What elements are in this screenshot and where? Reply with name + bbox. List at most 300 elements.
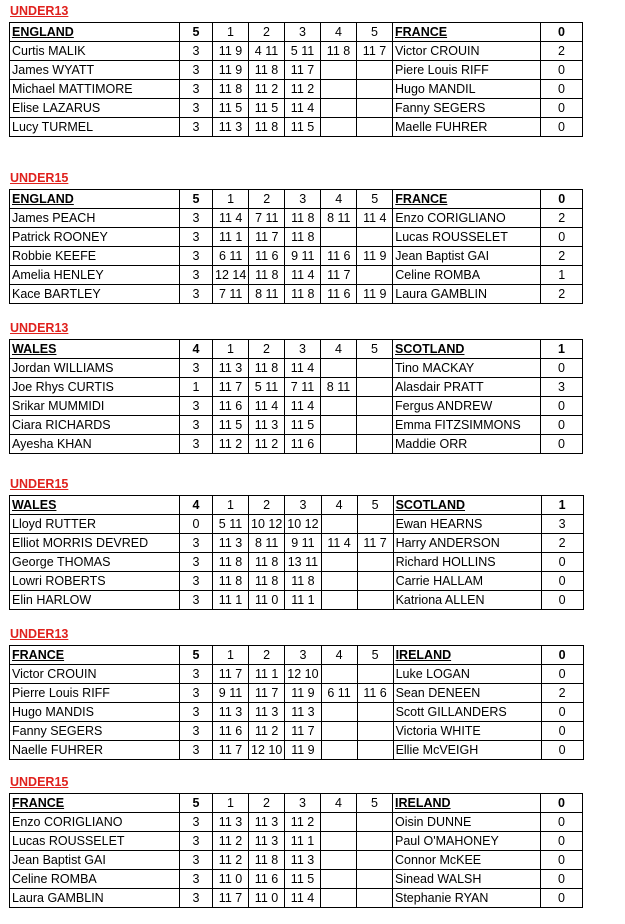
game-number-header: 5 bbox=[357, 23, 393, 42]
away-player-games-won: 0 bbox=[541, 61, 583, 80]
home-player-name: James WYATT bbox=[10, 61, 180, 80]
game-score: 10 12 bbox=[249, 515, 285, 534]
game-score: 11 5 bbox=[249, 99, 285, 118]
game-score bbox=[321, 870, 357, 889]
game-score: 13 11 bbox=[285, 553, 321, 572]
away-player-games-won: 1 bbox=[541, 266, 583, 285]
match-header-row bbox=[10, 794, 583, 813]
match-row bbox=[10, 118, 583, 137]
game-score: 11 8 bbox=[321, 42, 357, 61]
away-player-name: Alasdair PRATT bbox=[393, 378, 541, 397]
game-score: 11 6 bbox=[213, 722, 249, 741]
away-player-name: Oisin DUNNE bbox=[393, 813, 541, 832]
game-score: 7 11 bbox=[249, 209, 285, 228]
game-score bbox=[321, 591, 357, 610]
home-player-name: Srikar MUMMIDI bbox=[10, 397, 180, 416]
game-score: 11 4 bbox=[285, 99, 321, 118]
home-team-name: ENGLAND bbox=[10, 23, 180, 42]
match-row bbox=[10, 591, 584, 610]
away-player-name: Fanny SEGERS bbox=[393, 99, 541, 118]
home-player-games-won: 3 bbox=[180, 684, 213, 703]
game-score: 11 4 bbox=[357, 209, 393, 228]
match-row bbox=[10, 813, 583, 832]
home-player-games-won: 3 bbox=[180, 416, 213, 435]
away-player-name: Sean DENEEN bbox=[393, 684, 541, 703]
away-player-games-won: 0 bbox=[541, 870, 583, 889]
home-player-name: Curtis MALIK bbox=[10, 42, 180, 61]
home-player-name: Elliot MORRIS DEVRED bbox=[10, 534, 180, 553]
away-player-games-won: 3 bbox=[541, 515, 583, 534]
game-score: 11 1 bbox=[285, 591, 321, 610]
game-score: 11 0 bbox=[249, 889, 285, 908]
home-player-name: Victor CROUIN bbox=[10, 665, 180, 684]
away-player-name: Hugo MANDIL bbox=[393, 80, 541, 99]
away-player-name: Emma FITZSIMMONS bbox=[393, 416, 541, 435]
match-row bbox=[10, 553, 584, 572]
game-score: 7 11 bbox=[213, 285, 249, 304]
away-player-games-won: 2 bbox=[541, 247, 583, 266]
game-score bbox=[321, 851, 357, 870]
game-score: 11 3 bbox=[213, 534, 249, 553]
away-player-games-won: 0 bbox=[541, 832, 583, 851]
match-row bbox=[10, 42, 583, 61]
game-score: 11 6 bbox=[213, 397, 249, 416]
match-table bbox=[9, 645, 584, 760]
away-team-name: SCOTLAND bbox=[393, 340, 541, 359]
away-player-games-won: 2 bbox=[541, 684, 583, 703]
home-player-games-won: 3 bbox=[180, 228, 213, 247]
away-player-name: Fergus ANDREW bbox=[393, 397, 541, 416]
match-table bbox=[9, 495, 584, 610]
home-player-name: Fanny SEGERS bbox=[10, 722, 180, 741]
away-player-name: Enzo CORIGLIANO bbox=[393, 209, 541, 228]
away-player-name: Maelle FUHRER bbox=[393, 118, 541, 137]
home-player-games-won: 3 bbox=[180, 889, 213, 908]
game-score bbox=[357, 870, 393, 889]
game-score: 11 4 bbox=[321, 534, 357, 553]
away-player-name: Jean Baptist GAI bbox=[393, 247, 541, 266]
game-score: 11 9 bbox=[357, 247, 393, 266]
game-score bbox=[357, 665, 393, 684]
age-group-title: UNDER13 bbox=[10, 4, 69, 18]
away-player-games-won: 0 bbox=[541, 741, 583, 760]
game-score bbox=[357, 851, 393, 870]
game-score: 11 1 bbox=[249, 665, 285, 684]
game-score bbox=[357, 703, 393, 722]
game-score: 11 3 bbox=[285, 851, 321, 870]
game-score: 5 11 bbox=[213, 515, 249, 534]
away-player-name: Carrie HALLAM bbox=[393, 572, 541, 591]
match-header-row bbox=[10, 646, 584, 665]
away-player-name: Victoria WHITE bbox=[393, 722, 541, 741]
match-row bbox=[10, 665, 584, 684]
game-score bbox=[321, 889, 357, 908]
away-player-games-won: 0 bbox=[541, 572, 583, 591]
game-score: 11 3 bbox=[249, 832, 285, 851]
game-score bbox=[357, 722, 393, 741]
away-player-name: Victor CROUIN bbox=[393, 42, 541, 61]
game-score bbox=[321, 397, 357, 416]
game-score bbox=[357, 378, 393, 397]
match-row bbox=[10, 228, 583, 247]
game-number-header: 2 bbox=[249, 646, 285, 665]
game-score bbox=[357, 359, 393, 378]
game-score bbox=[321, 665, 357, 684]
home-player-name: Robbie KEEFE bbox=[10, 247, 180, 266]
age-group-title: UNDER13 bbox=[10, 321, 69, 335]
game-score bbox=[357, 99, 393, 118]
away-team-score: 1 bbox=[541, 340, 583, 359]
away-player-name: Scott GILLANDERS bbox=[393, 703, 541, 722]
game-number-header: 3 bbox=[285, 340, 321, 359]
home-player-name: Lowri ROBERTS bbox=[10, 572, 180, 591]
game-number-header: 3 bbox=[285, 646, 321, 665]
game-score: 11 1 bbox=[213, 591, 249, 610]
game-score: 11 2 bbox=[249, 80, 285, 99]
game-score: 11 9 bbox=[285, 684, 321, 703]
match-row bbox=[10, 359, 583, 378]
home-player-name: Amelia HENLEY bbox=[10, 266, 180, 285]
game-score bbox=[321, 832, 357, 851]
game-score bbox=[321, 416, 357, 435]
game-score: 11 5 bbox=[285, 118, 321, 137]
game-score: 11 6 bbox=[285, 435, 321, 454]
home-player-name: Elise LAZARUS bbox=[10, 99, 180, 118]
game-score: 8 11 bbox=[321, 378, 357, 397]
game-score: 11 3 bbox=[249, 813, 285, 832]
game-score: 11 4 bbox=[249, 397, 285, 416]
away-team-score: 0 bbox=[541, 646, 583, 665]
home-player-name: Enzo CORIGLIANO bbox=[10, 813, 180, 832]
game-score: 11 6 bbox=[321, 285, 357, 304]
away-player-games-won: 0 bbox=[541, 722, 583, 741]
game-score: 9 11 bbox=[285, 534, 321, 553]
match-header-row bbox=[10, 340, 583, 359]
game-score: 11 8 bbox=[213, 80, 249, 99]
game-score: 11 2 bbox=[285, 80, 321, 99]
home-team-name: WALES bbox=[10, 496, 180, 515]
home-player-games-won: 3 bbox=[180, 209, 213, 228]
away-team-name: IRELAND bbox=[393, 646, 541, 665]
game-score bbox=[321, 741, 357, 760]
age-group-title: UNDER15 bbox=[10, 477, 69, 491]
game-score: 11 7 bbox=[213, 741, 249, 760]
home-player-games-won: 3 bbox=[180, 665, 213, 684]
away-player-games-won: 0 bbox=[541, 435, 583, 454]
game-score: 11 7 bbox=[357, 534, 393, 553]
game-score: 11 8 bbox=[249, 266, 285, 285]
away-player-games-won: 0 bbox=[541, 665, 583, 684]
away-team-score: 0 bbox=[541, 794, 583, 813]
home-player-games-won: 3 bbox=[180, 813, 213, 832]
game-score bbox=[357, 832, 393, 851]
game-score bbox=[321, 61, 357, 80]
game-score: 11 7 bbox=[213, 889, 249, 908]
home-team-name: ENGLAND bbox=[10, 190, 180, 209]
game-score bbox=[321, 553, 357, 572]
game-score: 11 7 bbox=[249, 228, 285, 247]
game-score: 11 5 bbox=[213, 99, 249, 118]
game-score: 11 7 bbox=[285, 722, 321, 741]
home-player-games-won: 0 bbox=[180, 515, 213, 534]
game-score: 11 7 bbox=[213, 665, 249, 684]
away-player-name: Stephanie RYAN bbox=[393, 889, 541, 908]
match-table bbox=[9, 339, 583, 454]
game-score: 11 2 bbox=[249, 435, 285, 454]
game-score: 11 9 bbox=[213, 42, 249, 61]
game-score: 11 9 bbox=[213, 61, 249, 80]
match-row bbox=[10, 722, 584, 741]
home-player-name: Pierre Louis RIFF bbox=[10, 684, 180, 703]
home-player-name: Ayesha KHAN bbox=[10, 435, 180, 454]
match-row bbox=[10, 741, 584, 760]
home-player-name: Joe Rhys CURTIS bbox=[10, 378, 180, 397]
game-number-header: 1 bbox=[213, 794, 249, 813]
game-score bbox=[357, 741, 393, 760]
game-score bbox=[357, 553, 393, 572]
game-score: 11 3 bbox=[285, 703, 321, 722]
home-player-games-won: 3 bbox=[180, 553, 213, 572]
game-score: 11 7 bbox=[357, 42, 393, 61]
away-player-games-won: 0 bbox=[541, 591, 583, 610]
game-number-header: 4 bbox=[321, 794, 357, 813]
home-player-name: Michael MATTIMORE bbox=[10, 80, 180, 99]
away-player-games-won: 0 bbox=[541, 703, 583, 722]
home-player-games-won: 3 bbox=[180, 99, 213, 118]
game-score: 11 1 bbox=[285, 832, 321, 851]
game-number-header: 2 bbox=[249, 340, 285, 359]
game-score: 11 6 bbox=[249, 247, 285, 266]
game-score bbox=[357, 572, 393, 591]
home-player-games-won: 3 bbox=[180, 61, 213, 80]
match-row bbox=[10, 247, 583, 266]
game-number-header: 4 bbox=[321, 340, 357, 359]
home-player-name: James PEACH bbox=[10, 209, 180, 228]
away-team-score: 1 bbox=[541, 496, 583, 515]
match-row bbox=[10, 534, 584, 553]
match-row bbox=[10, 378, 583, 397]
game-score bbox=[357, 813, 393, 832]
game-score: 10 12 bbox=[285, 515, 321, 534]
home-player-games-won: 3 bbox=[180, 397, 213, 416]
home-player-games-won: 3 bbox=[180, 832, 213, 851]
game-score: 11 8 bbox=[285, 572, 321, 591]
game-score bbox=[357, 515, 393, 534]
away-team-score: 0 bbox=[541, 190, 583, 209]
home-player-name: Lucas ROUSSELET bbox=[10, 832, 180, 851]
away-player-name: Laura GAMBLIN bbox=[393, 285, 541, 304]
home-player-games-won: 3 bbox=[180, 247, 213, 266]
home-player-name: Elin HARLOW bbox=[10, 591, 180, 610]
away-player-name: Tino MACKAY bbox=[393, 359, 541, 378]
home-player-games-won: 3 bbox=[180, 870, 213, 889]
away-player-games-won: 2 bbox=[541, 42, 583, 61]
home-team-score: 4 bbox=[180, 496, 213, 515]
home-team-score: 4 bbox=[180, 340, 213, 359]
game-score: 11 2 bbox=[249, 722, 285, 741]
away-team-name: SCOTLAND bbox=[393, 496, 541, 515]
home-player-games-won: 1 bbox=[180, 378, 213, 397]
match-row bbox=[10, 851, 583, 870]
game-number-header: 5 bbox=[357, 496, 393, 515]
match-row bbox=[10, 397, 583, 416]
game-score bbox=[321, 515, 357, 534]
away-player-games-won: 0 bbox=[541, 99, 583, 118]
game-score bbox=[357, 228, 393, 247]
game-score bbox=[321, 572, 357, 591]
age-group-title: UNDER15 bbox=[10, 775, 69, 789]
match-row bbox=[10, 99, 583, 118]
away-player-name: Katriona ALLEN bbox=[393, 591, 541, 610]
game-number-header: 5 bbox=[357, 794, 393, 813]
away-player-games-won: 0 bbox=[541, 359, 583, 378]
game-score: 11 9 bbox=[285, 741, 321, 760]
home-player-games-won: 3 bbox=[180, 435, 213, 454]
game-score bbox=[357, 118, 393, 137]
away-player-name: Paul O'MAHONEY bbox=[393, 832, 541, 851]
game-score: 11 3 bbox=[249, 703, 285, 722]
game-score: 5 11 bbox=[285, 42, 321, 61]
away-player-games-won: 2 bbox=[541, 209, 583, 228]
game-score bbox=[321, 435, 357, 454]
game-score: 12 10 bbox=[249, 741, 285, 760]
home-team-score: 5 bbox=[180, 190, 213, 209]
home-player-games-won: 3 bbox=[180, 266, 213, 285]
away-player-name: Harry ANDERSON bbox=[393, 534, 541, 553]
away-player-games-won: 0 bbox=[541, 813, 583, 832]
game-score bbox=[321, 813, 357, 832]
game-score: 4 11 bbox=[249, 42, 285, 61]
game-number-header: 2 bbox=[249, 496, 285, 515]
game-number-header: 4 bbox=[321, 190, 357, 209]
game-score bbox=[357, 61, 393, 80]
game-score: 11 3 bbox=[213, 813, 249, 832]
game-score: 11 4 bbox=[285, 397, 321, 416]
game-score bbox=[321, 80, 357, 99]
game-score: 6 11 bbox=[213, 247, 249, 266]
game-score bbox=[321, 722, 357, 741]
match-row bbox=[10, 266, 583, 285]
game-number-header: 4 bbox=[321, 23, 357, 42]
game-score: 11 5 bbox=[285, 416, 321, 435]
game-score: 11 4 bbox=[285, 889, 321, 908]
away-player-name: Luke LOGAN bbox=[393, 665, 541, 684]
match-header-row bbox=[10, 496, 584, 515]
game-score: 11 6 bbox=[249, 870, 285, 889]
game-score bbox=[321, 359, 357, 378]
game-score: 11 8 bbox=[285, 228, 321, 247]
game-number-header: 1 bbox=[213, 190, 249, 209]
away-player-name: Sinead WALSH bbox=[393, 870, 541, 889]
game-score: 11 3 bbox=[213, 359, 249, 378]
match-row bbox=[10, 515, 584, 534]
game-number-header: 3 bbox=[285, 23, 321, 42]
game-score: 11 7 bbox=[285, 61, 321, 80]
game-score: 11 8 bbox=[249, 553, 285, 572]
game-score: 7 11 bbox=[285, 378, 321, 397]
game-score: 11 4 bbox=[285, 266, 321, 285]
away-player-games-won: 0 bbox=[541, 80, 583, 99]
game-number-header: 3 bbox=[285, 794, 321, 813]
match-row bbox=[10, 870, 583, 889]
away-player-name: Ellie McVEIGH bbox=[393, 741, 541, 760]
away-player-name: Lucas ROUSSELET bbox=[393, 228, 541, 247]
game-score: 11 7 bbox=[213, 378, 249, 397]
home-player-games-won: 3 bbox=[180, 572, 213, 591]
away-player-name: Ewan HEARNS bbox=[393, 515, 541, 534]
game-score: 11 3 bbox=[213, 118, 249, 137]
game-score: 8 11 bbox=[249, 534, 285, 553]
home-team-score: 5 bbox=[180, 794, 213, 813]
match-table bbox=[9, 22, 583, 137]
game-score bbox=[357, 435, 393, 454]
game-score: 11 9 bbox=[357, 285, 393, 304]
away-team-name: FRANCE bbox=[393, 190, 541, 209]
home-player-name: Laura GAMBLIN bbox=[10, 889, 180, 908]
game-score: 11 8 bbox=[249, 118, 285, 137]
game-score: 11 4 bbox=[213, 209, 249, 228]
game-score bbox=[357, 889, 393, 908]
match-table bbox=[9, 793, 583, 908]
home-player-games-won: 3 bbox=[180, 118, 213, 137]
game-number-header: 4 bbox=[321, 496, 357, 515]
away-player-games-won: 2 bbox=[541, 285, 583, 304]
away-player-games-won: 0 bbox=[541, 553, 583, 572]
game-score: 11 3 bbox=[249, 416, 285, 435]
game-score: 11 8 bbox=[249, 359, 285, 378]
home-player-name: Jean Baptist GAI bbox=[10, 851, 180, 870]
home-team-name: FRANCE bbox=[10, 646, 180, 665]
game-score: 12 10 bbox=[285, 665, 321, 684]
game-score: 11 8 bbox=[285, 209, 321, 228]
game-score: 6 11 bbox=[321, 684, 357, 703]
game-score: 11 2 bbox=[213, 851, 249, 870]
game-score: 11 8 bbox=[213, 553, 249, 572]
home-player-games-won: 3 bbox=[180, 741, 213, 760]
home-player-name: George THOMAS bbox=[10, 553, 180, 572]
home-player-name: Kace BARTLEY bbox=[10, 285, 180, 304]
game-score bbox=[357, 80, 393, 99]
game-score: 5 11 bbox=[249, 378, 285, 397]
game-score bbox=[321, 118, 357, 137]
match-row bbox=[10, 703, 584, 722]
home-player-name: Patrick ROONEY bbox=[10, 228, 180, 247]
game-score bbox=[357, 416, 393, 435]
game-score bbox=[357, 397, 393, 416]
game-score bbox=[321, 99, 357, 118]
game-number-header: 5 bbox=[357, 646, 393, 665]
game-score: 11 2 bbox=[213, 435, 249, 454]
game-score: 11 8 bbox=[249, 851, 285, 870]
game-score: 11 8 bbox=[249, 572, 285, 591]
away-player-name: Richard HOLLINS bbox=[393, 553, 541, 572]
game-number-header: 4 bbox=[321, 646, 357, 665]
game-number-header: 1 bbox=[213, 340, 249, 359]
game-score: 11 7 bbox=[249, 684, 285, 703]
home-team-score: 5 bbox=[180, 23, 213, 42]
home-player-games-won: 3 bbox=[180, 285, 213, 304]
match-row bbox=[10, 416, 583, 435]
home-player-games-won: 3 bbox=[180, 534, 213, 553]
home-player-name: Naelle FUHRER bbox=[10, 741, 180, 760]
match-row bbox=[10, 209, 583, 228]
game-score: 11 4 bbox=[285, 359, 321, 378]
away-player-games-won: 0 bbox=[541, 889, 583, 908]
game-score: 11 7 bbox=[321, 266, 357, 285]
home-player-games-won: 3 bbox=[180, 80, 213, 99]
away-player-games-won: 3 bbox=[541, 378, 583, 397]
away-player-name: Maddie ORR bbox=[393, 435, 541, 454]
